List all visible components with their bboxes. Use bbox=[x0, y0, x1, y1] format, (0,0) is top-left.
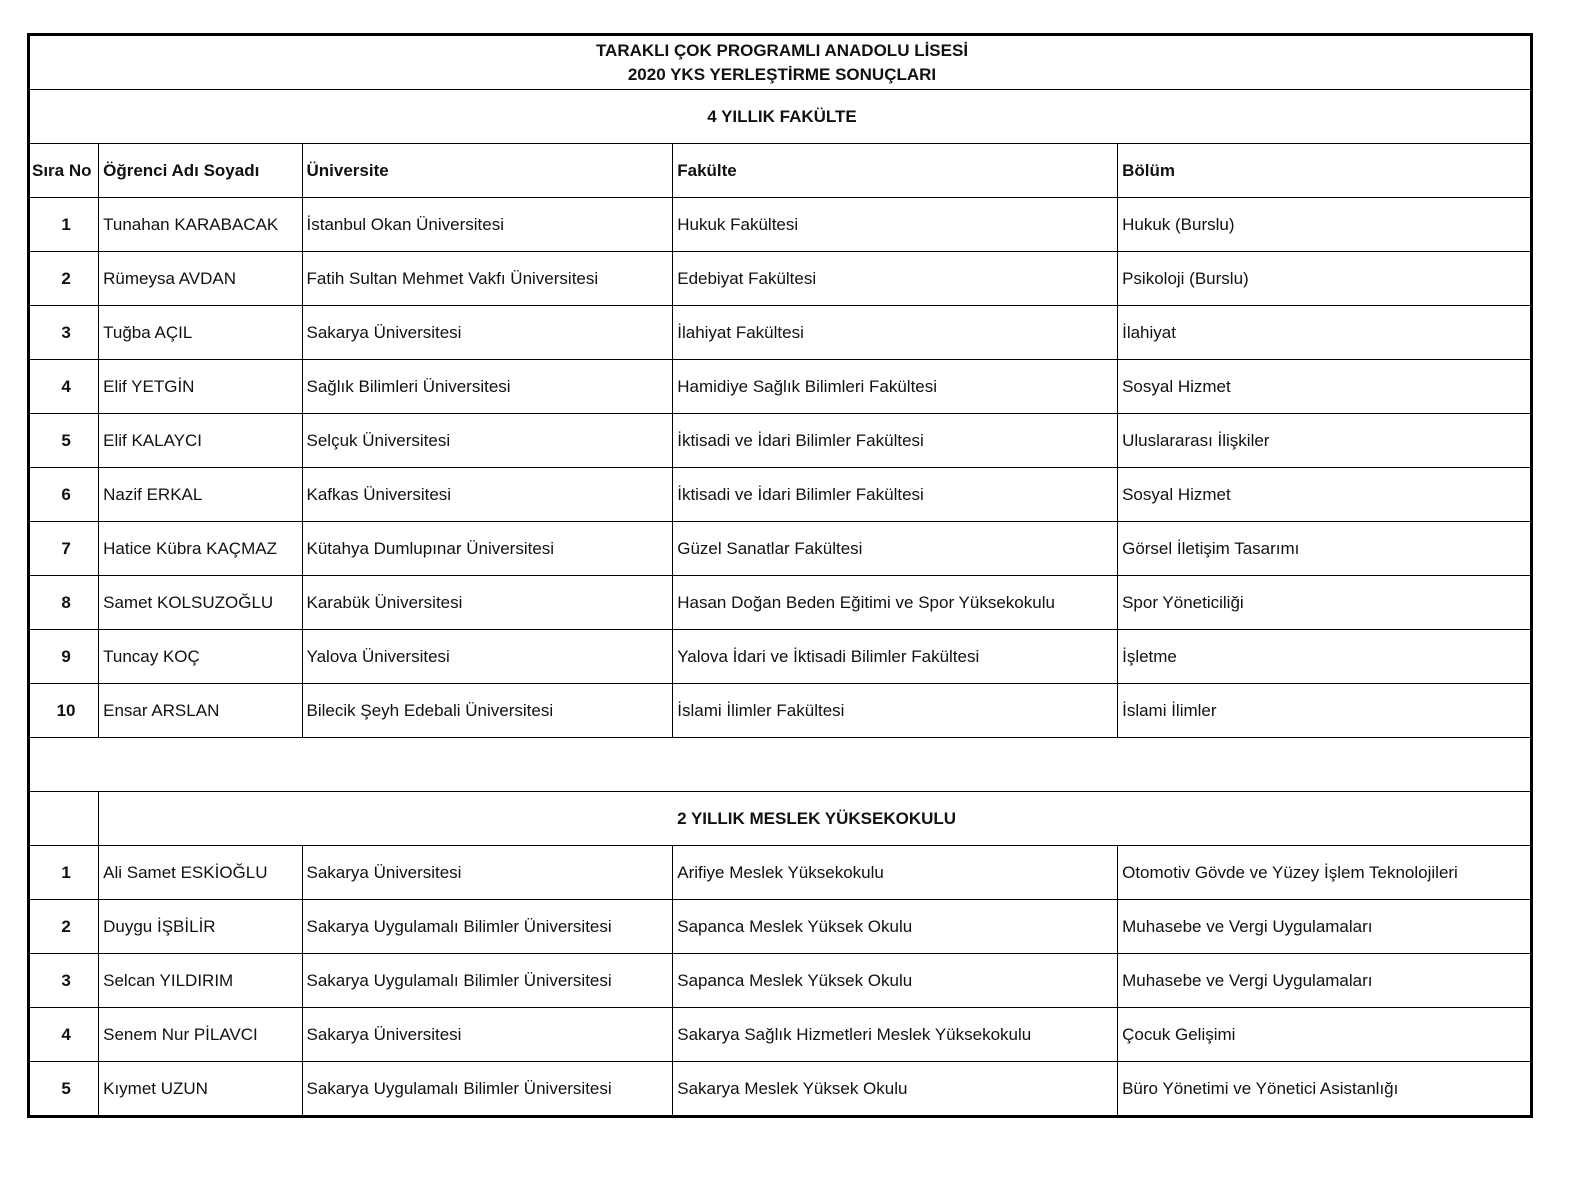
row-number-cell: 8 bbox=[29, 576, 99, 630]
student-name-cell: Tuğba AÇIL bbox=[99, 306, 302, 360]
university-cell: Sakarya Uygulamalı Bilimler Üniversitesi bbox=[302, 1062, 673, 1117]
university-cell: Kütahya Dumlupınar Üniversitesi bbox=[302, 522, 673, 576]
title-line-1: TARAKLI ÇOK PROGRAMLI ANADOLU LİSESİ bbox=[595, 40, 969, 60]
department-cell: Psikoloji (Burslu) bbox=[1118, 252, 1532, 306]
table-row bbox=[29, 1008, 1532, 1062]
student-name-cell: Kıymet UZUN bbox=[99, 1062, 302, 1117]
faculty-cell: İslami İlimler Fakültesi bbox=[673, 684, 1118, 738]
department-cell: Uluslararası İlişkiler bbox=[1118, 414, 1532, 468]
university-cell: Sakarya Uygulamalı Bilimler Üniversitesi bbox=[302, 954, 673, 1008]
table-row bbox=[29, 360, 1532, 414]
faculty-cell: İktisadi ve İdari Bilimler Fakültesi bbox=[673, 414, 1118, 468]
university-cell: Sakarya Uygulamalı Bilimler Üniversitesi bbox=[302, 900, 673, 954]
student-name-cell: Nazif ERKAL bbox=[99, 468, 302, 522]
faculty-cell: İlahiyat Fakültesi bbox=[673, 306, 1118, 360]
student-name-cell: Selcan YILDIRIM bbox=[99, 954, 302, 1008]
header-faculty: Fakülte bbox=[673, 144, 1118, 198]
department-cell: İlahiyat bbox=[1118, 306, 1532, 360]
row-number-cell: 1 bbox=[29, 846, 99, 900]
university-cell: Fatih Sultan Mehmet Vakfı Üniversitesi bbox=[302, 252, 673, 306]
row-number-cell: 5 bbox=[29, 1062, 99, 1117]
results-table-body bbox=[29, 35, 1532, 1117]
department-cell: Muhasebe ve Vergi Uygulamaları bbox=[1118, 900, 1532, 954]
row-number-cell: 2 bbox=[29, 900, 99, 954]
row-number-cell: 3 bbox=[29, 954, 99, 1008]
department-cell: İslami İlimler bbox=[1118, 684, 1532, 738]
header-student-name: Öğrenci Adı Soyadı bbox=[99, 144, 302, 198]
faculty-cell: Sakarya Meslek Yüksek Okulu bbox=[673, 1062, 1118, 1117]
header-university: Üniversite bbox=[302, 144, 673, 198]
table-row bbox=[29, 576, 1532, 630]
student-name-cell: Elif YETGİN bbox=[99, 360, 302, 414]
student-name-cell: Duygu İŞBİLİR bbox=[99, 900, 302, 954]
table-row bbox=[29, 252, 1532, 306]
table-row bbox=[29, 684, 1532, 738]
title-row bbox=[29, 35, 1532, 90]
faculty-cell: Güzel Sanatlar Fakültesi bbox=[673, 522, 1118, 576]
row-number-cell: 10 bbox=[29, 684, 99, 738]
faculty-cell: Edebiyat Fakültesi bbox=[673, 252, 1118, 306]
student-name-cell: Tuncay KOÇ bbox=[99, 630, 302, 684]
table-row bbox=[29, 522, 1532, 576]
student-name-cell: Hatice Kübra KAÇMAZ bbox=[99, 522, 302, 576]
university-cell: Kafkas Üniversitesi bbox=[302, 468, 673, 522]
faculty-cell: İktisadi ve İdari Bilimler Fakültesi bbox=[673, 468, 1118, 522]
department-cell: Görsel İletişim Tasarımı bbox=[1118, 522, 1532, 576]
table-row bbox=[29, 306, 1532, 360]
row-number-cell: 6 bbox=[29, 468, 99, 522]
table-row bbox=[29, 414, 1532, 468]
faculty-cell: Hamidiye Sağlık Bilimleri Fakültesi bbox=[673, 360, 1118, 414]
table-row bbox=[29, 846, 1532, 900]
department-cell: Spor Yöneticiliği bbox=[1118, 576, 1532, 630]
row-number-cell: 9 bbox=[29, 630, 99, 684]
department-cell: İşletme bbox=[1118, 630, 1532, 684]
results-table bbox=[27, 33, 1533, 1118]
row-number-cell: 7 bbox=[29, 522, 99, 576]
student-name-cell: Samet KOLSUZOĞLU bbox=[99, 576, 302, 630]
table-row bbox=[29, 630, 1532, 684]
department-cell: Çocuk Gelişimi bbox=[1118, 1008, 1532, 1062]
university-cell: Karabük Üniversitesi bbox=[302, 576, 673, 630]
student-name-cell: Ali Samet ESKİOĞLU bbox=[99, 846, 302, 900]
row-number-cell: 2 bbox=[29, 252, 99, 306]
faculty-cell: Sakarya Sağlık Hizmetleri Meslek Yüksekokulu bbox=[673, 1008, 1118, 1062]
university-cell: Sağlık Bilimleri Üniversitesi bbox=[302, 360, 673, 414]
department-cell: Sosyal Hizmet bbox=[1118, 360, 1532, 414]
table-row bbox=[29, 1062, 1532, 1117]
row-number-cell: 5 bbox=[29, 414, 99, 468]
section-title-2-year: 2 YILLIK MESLEK YÜKSEKOKULU bbox=[99, 792, 1532, 846]
column-header-row bbox=[29, 144, 1532, 198]
spacer-cell bbox=[29, 738, 1532, 792]
student-name-cell: Tunahan KARABACAK bbox=[99, 198, 302, 252]
university-cell: Selçuk Üniversitesi bbox=[302, 414, 673, 468]
section-title-4-year: 4 YILLIK FAKÜLTE bbox=[29, 90, 1532, 144]
empty-cell bbox=[29, 792, 99, 846]
university-cell: Sakarya Üniversitesi bbox=[302, 846, 673, 900]
student-name-cell: Rümeysa AVDAN bbox=[99, 252, 302, 306]
row-number-cell: 4 bbox=[29, 1008, 99, 1062]
university-cell: Sakarya Üniversitesi bbox=[302, 306, 673, 360]
spacer-row bbox=[29, 738, 1532, 792]
university-cell: Yalova Üniversitesi bbox=[302, 630, 673, 684]
faculty-cell: Hukuk Fakültesi bbox=[673, 198, 1118, 252]
section-header-row bbox=[29, 792, 1532, 846]
page-title bbox=[29, 35, 1532, 90]
university-cell: Sakarya Üniversitesi bbox=[302, 1008, 673, 1062]
header-department: Bölüm bbox=[1118, 144, 1532, 198]
faculty-cell: Yalova İdari ve İktisadi Bilimler Fakültesi bbox=[673, 630, 1118, 684]
department-cell: Hukuk (Burslu) bbox=[1118, 198, 1532, 252]
row-number-cell: 3 bbox=[29, 306, 99, 360]
university-cell: Bilecik Şeyh Edebali Üniversitesi bbox=[302, 684, 673, 738]
department-cell: Muhasebe ve Vergi Uygulamaları bbox=[1118, 954, 1532, 1008]
faculty-cell: Hasan Doğan Beden Eğitimi ve Spor Yüksekokulu bbox=[673, 576, 1118, 630]
university-cell: İstanbul Okan Üniversitesi bbox=[302, 198, 673, 252]
section-header-row bbox=[29, 90, 1532, 144]
table-row bbox=[29, 954, 1532, 1008]
table-row bbox=[29, 468, 1532, 522]
department-cell: Otomotiv Gövde ve Yüzey İşlem Teknolojileri bbox=[1118, 846, 1532, 900]
row-number-cell: 4 bbox=[29, 360, 99, 414]
department-cell: Büro Yönetimi ve Yönetici Asistanlığı bbox=[1118, 1062, 1532, 1117]
header-sira-no: Sıra No bbox=[29, 144, 99, 198]
faculty-cell: Sapanca Meslek Yüksek Okulu bbox=[673, 954, 1118, 1008]
student-name-cell: Elif KALAYCI bbox=[99, 414, 302, 468]
faculty-cell: Arifiye Meslek Yüksekokulu bbox=[673, 846, 1118, 900]
student-name-cell: Senem Nur PİLAVCI bbox=[99, 1008, 302, 1062]
title-line-2: 2020 YKS YERLEŞTİRME SONUÇLARI bbox=[627, 64, 937, 84]
faculty-cell: Sapanca Meslek Yüksek Okulu bbox=[673, 900, 1118, 954]
table-row bbox=[29, 900, 1532, 954]
department-cell: Sosyal Hizmet bbox=[1118, 468, 1532, 522]
student-name-cell: Ensar ARSLAN bbox=[99, 684, 302, 738]
row-number-cell: 1 bbox=[29, 198, 99, 252]
table-row bbox=[29, 198, 1532, 252]
